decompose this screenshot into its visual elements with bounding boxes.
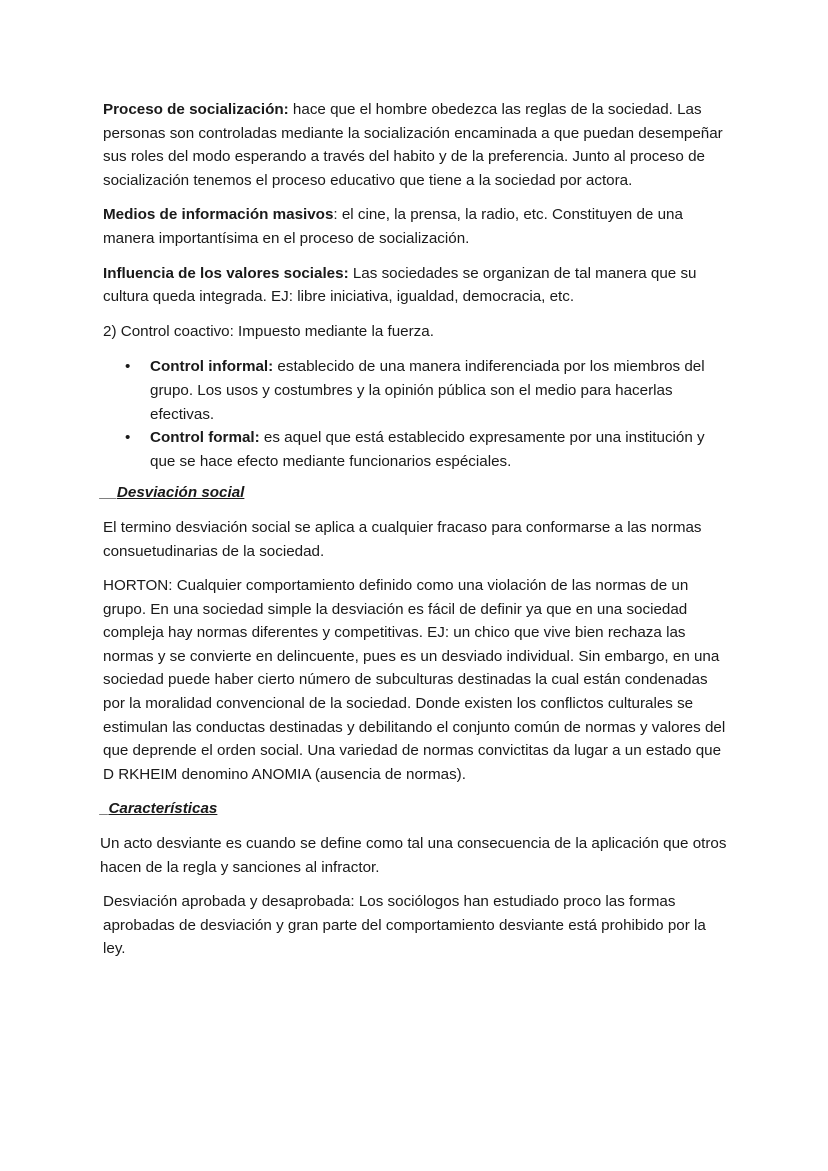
bullet-icon: • [125,358,131,376]
term-medios-informacion: Medios de información masivos [103,206,334,224]
paragraph-medios-informacion [100,203,732,250]
list-item [100,355,732,426]
paragraph-acto-desviante: Un acto desviante es cuando se define como tal una consecuencia de la aplicación que otros hacen de la regla y sanciones al infractor. [100,835,727,876]
paragraph-text: hace que el hombre obedezca las reglas de la sociedad. Las personas son controladas mediante la socialización encaminada a que puedan desempeñar sus roles del modo esperando a través del habito y de la preferencia. Junto al proceso de socialización tenemos el proceso educativo que tiene a la sociedad por actora. [103,101,723,189]
heading-text: Desviación social [116,484,245,502]
section-heading-caracteristicas [100,797,732,821]
heading-text: Características [108,800,218,818]
paragraph-desviacion-aprobada: Desviación aprobada y desaprobada: Los sociólogos han estudiado proco las formas aprobadas de desviación y gran parte del comportamiento desviante está prohibido por la ley. [103,893,706,958]
paragraph-influencia-valores [100,262,732,309]
paragraph-horton: HORTON: Cualquier comportamiento definido como una violación de las normas de un grupo. En una sociedad simple la desviación es fácil de definir ya que en una sociedad compleja hay normas diferentes y competitivas. EJ: un chico que vive bien rechaza las normas y se convierte en delincuente, pues es un desviado individual. Sin embargo, en una sociedad puede haber cierto número de subculturas destinadas la cual están condenadas por la moralidad convencional de la sociedad. Donde existen los conflictos culturales se estimulan las conductas destinadas y debilitando el conjunto común de normas y valores del que deprende el orden social. Una variedad de normas convictitas da lugar a un estado que D RKHEIM denomino ANOMIA (ausencia de normas). [103,577,726,783]
paragraph-control-coactivo: 2) Control coactivo: Impuesto mediante la fuerza. [103,322,434,340]
list-item-text: establecido de una manera indiferenciada por los miembros del grupo. Los usos y costumbres y la opinión pública son el medio para hacerlas efectivas. [150,358,705,423]
paragraph-definicion-desviacion: El termino desviación social se aplica a cualquier fracaso para conformarse a las normas consuetudinarias de la sociedad. [103,518,702,560]
bullet-list [100,355,732,473]
section-heading-desviacion-social [100,481,732,505]
heading-prefix: __ [100,484,117,502]
paragraph-text: Las sociedades se organizan de tal manera que su cultura queda integrada. EJ: libre iniciativa, igualdad, democracia, etc. [103,264,697,306]
paragraph-proceso-socializacion [100,98,732,192]
heading-prefix: _ [100,800,109,818]
term-proceso-socializacion: Proceso de socialización: [103,101,289,118]
list-item [100,426,732,473]
term-influencia-valores: Influencia de los valores sociales: [103,264,349,282]
list-item-text: es aquel que está establecido expresamente por una institución y que se hace efecto mediante funcionarios espéciales. [150,429,705,470]
term-control-formal: Control formal: [150,429,260,447]
bullet-icon: • [125,429,131,447]
term-control-informal: Control informal: [150,358,274,376]
paragraph-text: : el cine, la prensa, la radio, etc. Constituyen de una manera importantísima en el proceso de socialización. [103,206,683,247]
